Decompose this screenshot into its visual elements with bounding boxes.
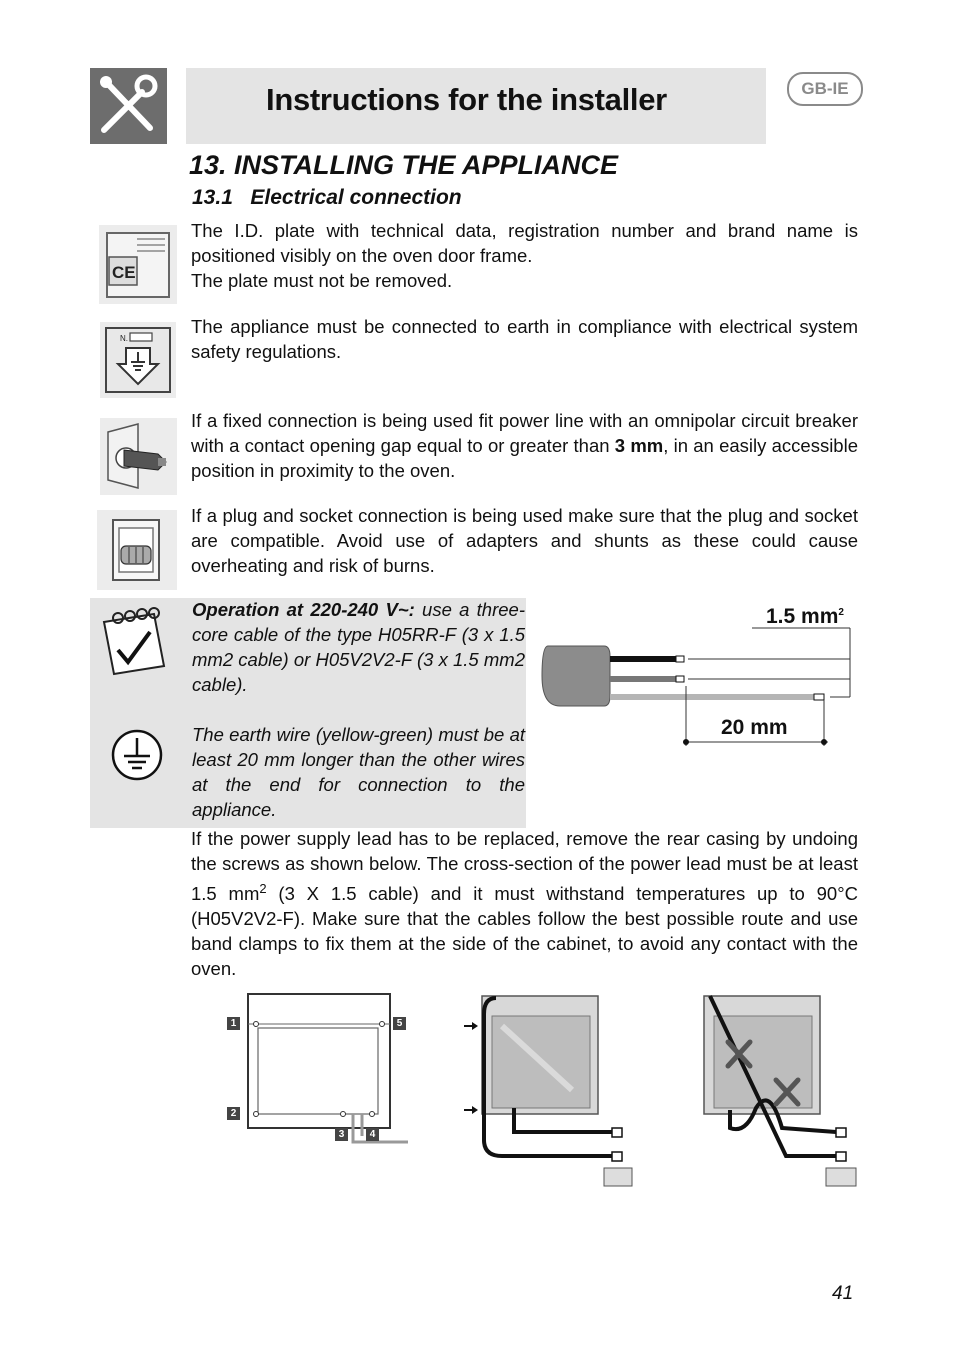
plug-socket-text: If a plug and socket connection is being used make sure that the plug and socket are compatible. Avoid use of adapters and shunts as these could cause overheating and risk of burns. <box>191 505 858 576</box>
screw-label-5: 5 <box>393 1017 406 1030</box>
earth-text: The appliance must be connected to earth in compliance with electrical system safety regulations. <box>191 316 858 362</box>
subsection-title: 13.1 Electrical connection <box>192 186 462 209</box>
operation-note-text: use a three-core cable of the type H05RR-F (3 x 1.5 mm2 cable) or H05V2V2-F (3 x 1.5 mm2 cable). <box>192 599 525 695</box>
earth-wire-note: The earth wire (yellow-green) must be at least 20 mm longer than the other wires at the end for connection to the appliance. <box>192 724 525 820</box>
id-plate-text: The I.D. plate with technical data, registration number and brand name is positioned visibly on the oven door frame. <box>191 220 858 266</box>
notepad-check-icon <box>98 606 174 678</box>
ce-plate-icon <box>99 225 177 304</box>
tools-icon <box>90 68 167 144</box>
replacement-text <box>191 826 858 981</box>
replacement-superscript: 2 <box>259 881 267 896</box>
cable-section-value: 1.5 mm <box>766 605 839 628</box>
earth-symbol-icon <box>110 728 164 782</box>
incorrect-routing-diagram <box>686 990 862 1190</box>
screw-label-4: 4 <box>366 1128 379 1141</box>
correct-routing-diagram <box>462 990 638 1190</box>
svg-text:CE: CE <box>112 263 136 282</box>
svg-text:N.: N. <box>120 334 128 343</box>
rear-casing-diagram <box>222 990 408 1150</box>
wall-socket-icon <box>97 510 177 590</box>
operation-note <box>192 597 525 697</box>
plate-warning-text: The plate must not be removed. <box>191 270 453 291</box>
screw-label-3: 3 <box>335 1128 348 1141</box>
earth-terminal-icon <box>100 322 176 398</box>
language-badge: GB-IE <box>787 72 863 106</box>
section-title: 13. INSTALLING THE APPLIANCE <box>189 150 619 180</box>
cable-section-label <box>766 605 844 629</box>
fixed-connection-text-part: , in an easily accessible position in proximity to the oven. <box>191 435 858 481</box>
voltage-label: Operation at 220-240 V~: <box>192 599 415 620</box>
screw-label-2: 2 <box>227 1107 240 1120</box>
cable-section-sup: 2 <box>838 607 844 618</box>
fixed-connection-text <box>191 408 858 483</box>
replacement-text-part: (3 X 1.5 cable) and it must withstand temperatures up to 90°C (H05V2V2-F). Make sure that the cables follow the best possible route and use band clamps to fix them at the side of the cabinet, to avoid any contact with the oven. <box>191 883 858 980</box>
fixed-connection-text-part: If a fixed connection is being used fit power line with an omnipolar circuit breaker with a contact opening gap equal to or greater than <box>191 410 858 456</box>
circuit-breaker-icon <box>100 418 177 495</box>
gap-value: 3 mm <box>614 435 664 456</box>
page-title: Instructions for the installer <box>266 82 667 117</box>
earth-length-label: 20 mm <box>721 716 788 739</box>
screw-label-1: 1 <box>227 1017 240 1030</box>
replacement-text-part: If the power supply lead has to be replaced, remove the rear casing by undoing the screws as shown below. The cross-section of the power lead must be at least 1.5 mm <box>191 828 858 905</box>
page-number: 41 <box>832 1283 854 1304</box>
